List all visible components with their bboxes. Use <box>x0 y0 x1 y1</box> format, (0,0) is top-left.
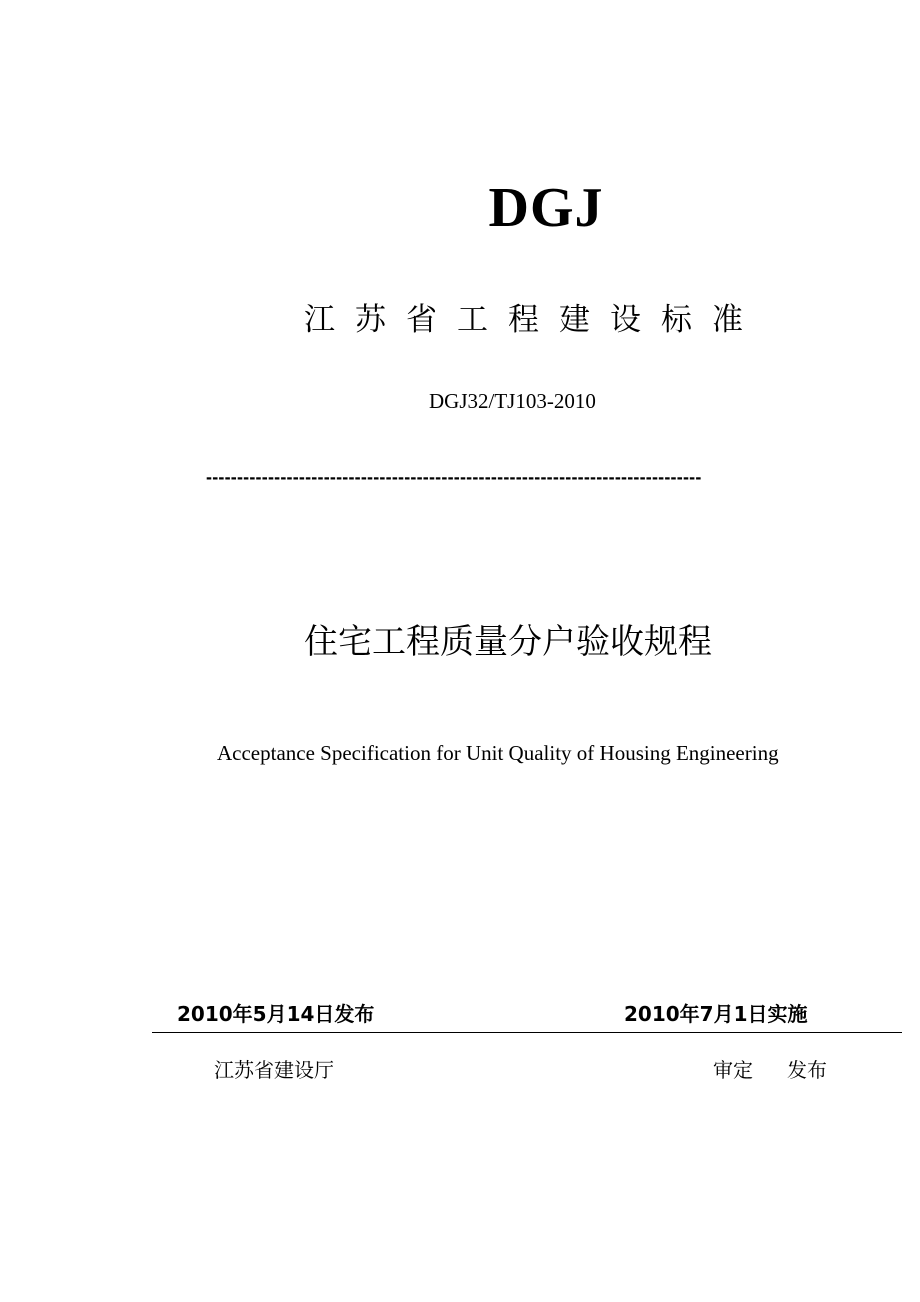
approval-note <box>713 1057 827 1083</box>
footer-rule <box>152 1032 902 1033</box>
standard-mark: DGJ <box>488 177 604 239</box>
approve-label: 审定 <box>713 1058 753 1082</box>
issue-date: 2010年5月14日发布 <box>177 1002 375 1026</box>
dashed-divider: -------------------------------------------------------------------------------- <box>206 467 702 487</box>
standard-code: DGJ32/TJ103-2010 <box>429 389 596 413</box>
publish-label: 发布 <box>787 1058 827 1082</box>
standard-category: 江苏省工程建设标准 <box>304 302 763 338</box>
issuing-authority: 江苏省建设厅 <box>214 1058 334 1082</box>
document-title: 住宅工程质量分户验收规程 <box>304 622 712 662</box>
effective-date: 2010年7月1日实施 <box>624 1002 808 1026</box>
document-title-english: Acceptance Specification for Unit Quality of Housing Engineering <box>217 741 779 765</box>
